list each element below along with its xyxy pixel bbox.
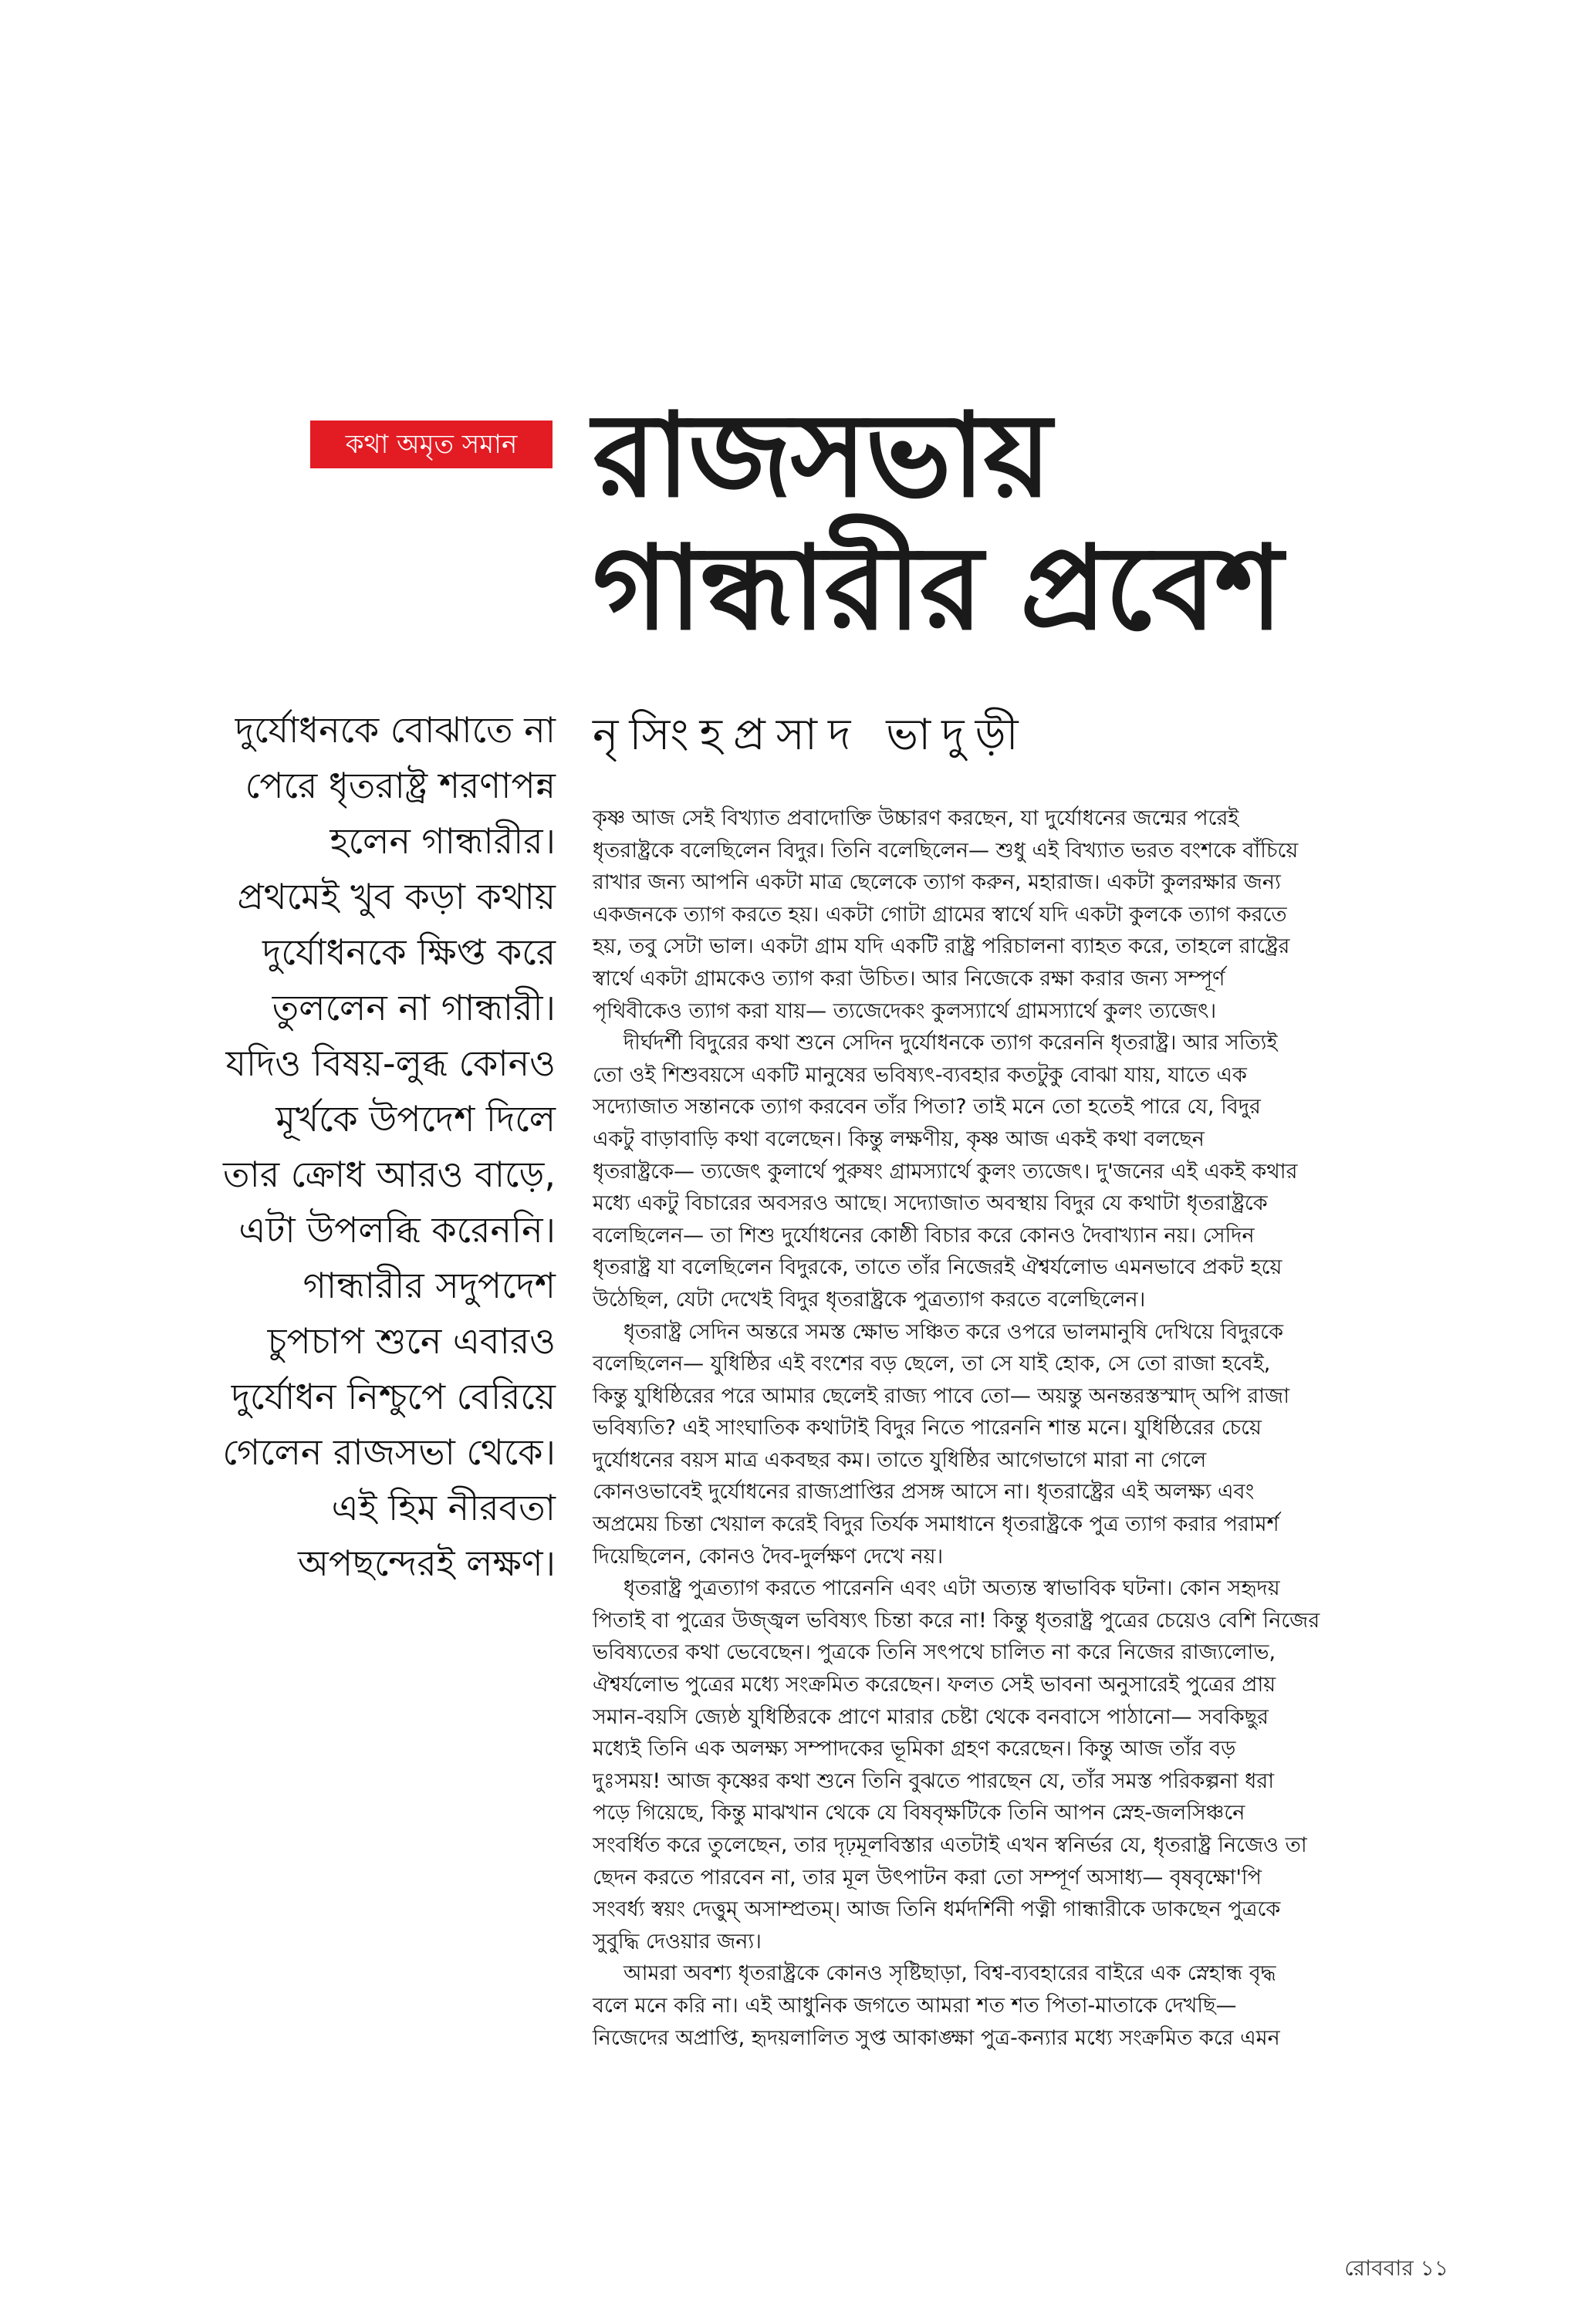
body-line: ধৃতরাষ্ট্র পুত্রত্যাগ করতে পারেননি এবং এটা অত্যন্ত স্বাভাবিক ঘটনা। কোন সহৃদয় <box>623 1576 1280 1601</box>
page-footer: রোববার ১১ <box>1344 2255 1448 2281</box>
body-line: সংবর্ধিত করে তুলেছেন, তার দৃঢ়মূলবিস্তার এতটাই এখন স্বনির্ভর যে, ধৃতরাষ্ট্র নিজেও তা <box>593 1833 1307 1857</box>
body-line: হয়, তবু সেটা ভাল। একটা গ্রাম যদি একটি রাষ্ট্র পরিচালনা ব্যাহত করে, তাহলে রাষ্ট্রের <box>593 934 1290 959</box>
body-line: সমান-বয়সি জ্যেষ্ঠ যুধিষ্ঠিরকে প্রাণে মারার চেষ্টা থেকে বনবাসে পাঠানো— সবকিছুর <box>593 1704 1269 1729</box>
body-line: ভবিষ্যতি? এই সাংঘাতিক কথাটাই বিদুর নিতে পারেননি শান্ত মনে। যুধিষ্ঠিরের চেয়ে <box>593 1416 1262 1441</box>
pull-quote-line: এই হিম নীরবতা <box>331 1487 556 1529</box>
pull-quote-line: যদিও বিষয়-লুব্ধ কোনও <box>225 1042 556 1084</box>
pull-quote-line: তুললেন না গান্ধারী। <box>272 987 556 1029</box>
body-line: দুর্যোধনের বয়স মাত্র একবছর কম। তাতে যুধিষ্ঠির আগেভাগে মারা না গেলে <box>593 1447 1207 1472</box>
body-line: দিয়েছিলেন, কোনও দৈব-দুর্লক্ষণ দেখে নয়। <box>593 1544 944 1569</box>
body-line: ছেদন করতে পারবেন না, তার মূল উৎপাটন করা তো সম্পূর্ণ অসাধ্য— বৃষবৃক্ষো'পি <box>593 1865 1262 1890</box>
body-line: বলেছিলেন— তা শিশু দুর্যোধনের কোষ্ঠী বিচার করে কোনও দৈবাখ্যান নয়। সেদিন <box>593 1223 1255 1248</box>
body-line: উঠেছিল, যেটা দেখেই বিদুর ধৃতরাষ্ট্রকে পুত্রত্যাগ করতে বলেছিলেন। <box>593 1287 1146 1312</box>
body-line: সুবুদ্ধি দেওয়ার জন্য। <box>593 1929 762 1954</box>
body-line: রাখার জন্য আপনি একটা মাত্র ছেলেকে ত্যাগ করুন, মহারাজ। একটা কুলরক্ষার জন্য <box>593 870 1281 895</box>
body-line: পড়ে গিয়েছে, কিন্তু মাঝখান থেকে যে বিষবৃক্ষটিকে তিনি আপন স্নেহ-জলসিঞ্চনে <box>593 1801 1245 1826</box>
pull-quote-line: গেলেন রাজসভা থেকে। <box>222 1431 556 1473</box>
body-line: মধ্যে একটু বিচারের অবসরও আছে। সদ্যোজাত অবস্থায় বিদুর যে কথাটা ধৃতরাষ্ট্রকে <box>593 1191 1268 1216</box>
body-line: ভবিষ্যতের কথা ভেবেছেন। পুত্রকে তিনি সৎপথে চালিত না করে নিজের রাজ্যলোভ, <box>593 1640 1276 1665</box>
pull-quote-line: দুর্যোধনকে ক্ষিপ্ত করে <box>262 931 556 973</box>
body-line: বলেছিলেন— যুধিষ্ঠির এই বংশের বড় ছেলে, তা সে যাই হোক, সে তো রাজা হবেই, <box>593 1352 1271 1376</box>
body-line: একটু বাড়াবাড়ি কথা বলেছেন। কিন্তু লক্ষণীয়, কৃষ্ণ আজ একই কথা বলছেন <box>593 1127 1205 1151</box>
pull-quote-line: প্রথমেই খুব কড়া কথায় <box>237 876 556 917</box>
section-tag: কথা অমৃত সমান <box>310 421 553 468</box>
body-line: একজনকে ত্যাগ করতে হয়। একটা গোটা গ্রামের স্বার্থে যদি একটা কুলকে ত্যাগ করতে <box>593 902 1287 927</box>
body-line: ঐশ্বর্যলোভ পুত্রের মধ্যে সংক্রমিত করেছেন। ফলত সেই ভাবনা অনুসারেই পুত্রের প্রায় <box>593 1673 1276 1697</box>
body-line: ধৃতরাষ্ট্রকে বলেছিলেন বিদুর। তিনি বলেছিলেন— শুধু এই বিখ্যাত ভরত বংশকে বাঁচিয়ে <box>593 838 1299 863</box>
article-title <box>593 390 1480 655</box>
body-line: পৃথিবীকেও ত্যাগ করা যায়— ত্যজেদেকং কুলস্যার্থে গ্রামস্যার্থে কুলং ত্যজেৎ। <box>593 998 1217 1023</box>
body-line: দুঃসময়! আজ কৃষ্ণের কথা শুনে তিনি বুঝতে পারছেন যে, তাঁর সমস্ত পরিকল্পনা ধরা <box>593 1768 1275 1793</box>
body-line: বলে মনে করি না। এই আধুনিক জগতে আমরা শত শত পিতা-মাতাকে দেখছি— <box>593 1993 1237 2018</box>
body-line: আমরা অবশ্য ধৃতরাষ্ট্রকে কোনও সৃষ্টিছাড়া, বিশ্ব-ব্যবহারের বাইরে এক স্নেহান্ধ বৃদ্ধ <box>623 1961 1276 1986</box>
pull-quote-line: গান্ধারীর সদুপদেশ <box>302 1265 556 1306</box>
pull-quote-line: পেরে ধৃতরাষ্ট্র শরণাপন্ন <box>245 765 556 806</box>
body-line: সদ্যোজাত সন্তানকে ত্যাগ করবেন তাঁর পিতা? তাই মনে তো হতেই পারে যে, বিদুর <box>593 1095 1261 1120</box>
body-line: ধৃতরাষ্ট্রকে— ত্যজেৎ কুলার্থে পুরুষং গ্রামস্যার্থে কুলং ত্যজেৎ। দু'জনের এই একই কথার <box>593 1159 1298 1184</box>
pull-quote-line: দুর্যোধন নিশ্চুপে বেরিয়ে <box>231 1376 556 1417</box>
body-line: মধ্যেই তিনি এক অলক্ষ্য সম্পাদকের ভূমিকা গ্রহণ করেছেন। কিন্তু আজ তাঁর বড় <box>593 1737 1236 1762</box>
title-line: রাজসভায় <box>593 389 1050 523</box>
pull-quote-line: তার ক্রোধ আরও বাড়ে, <box>223 1154 556 1195</box>
body-line: সংবর্ধ্য স্বয়ং দেত্তুম্‌ অসাম্প্রতম্‌। আজ তিনি ধর্মদর্শিনী পত্নী গান্ধারীকে ডাকছেন পুত্রকে <box>593 1897 1281 1922</box>
body-line: পিতাই বা পুত্রের উজ্জ্বল ভবিষ্যৎ চিন্তা করে না! কিন্তু ধৃতরাষ্ট্র পুত্রের চেয়েও বেশি নিজের <box>593 1608 1320 1633</box>
body-line: ধৃতরাষ্ট্র সেদিন অন্তরে সমস্ত ক্ষোভ সঞ্চিত করে ওপরে ভালমানুষি দেখিয়ে বিদুরকে <box>623 1319 1284 1344</box>
body-line: ধৃতরাষ্ট্র যা বলেছিলেন বিদুরকে, তাতে তাঁর নিজেরই ঐশ্বর্যলোভ এমনভাবে প্রকট হয়ে <box>593 1255 1282 1280</box>
pull-quote <box>147 702 556 1591</box>
body-line: দীর্ঘদর্শী বিদুরের কথা শুনে সেদিন দুর্যোধনকে ত্যাগ করেননি ধৃতরাষ্ট্র। আর সত্যিই <box>623 1031 1278 1056</box>
body-line: স্বার্থে একটা গ্রামকেও ত্যাগ করা উচিত। আর নিজেকে রক্ষা করার জন্য সম্পূর্ণ <box>593 966 1225 991</box>
body-line: নিজেদের অপ্রাপ্তি, হৃদয়লালিত সুপ্ত আকাঙ্ক্ষা পুত্র-কন্যার মধ্যে সংক্রমিত করে এমন <box>593 2025 1280 2050</box>
title-line: গান্ধারীর প্রবেশ <box>593 522 1282 656</box>
body-line: তো ওই শিশুবয়সে একটি মানুষের ভবিষ্যৎ-ব্যবহার কতটুকু বোঝা যায়, যাতে এক <box>593 1062 1247 1087</box>
body-line: কিন্তু যুধিষ্ঠিরের পরে আমার ছেলেই রাজ্য পাবে তো— অয়ন্তু অনন্তরস্তস্মাদ্‌ অপি রাজা <box>593 1383 1290 1408</box>
body-line: অপ্রমেয় চিন্তা খেয়াল করেই বিদুর তির্যক সমাধানে ধৃতরাষ্ট্রকে পুত্র ত্যাগ করার পরামর্শ <box>593 1512 1279 1537</box>
pull-quote-line: দুর্যোধনকে বোঝাতে না <box>235 709 556 751</box>
body-line: কৃষ্ণ আজ সেই বিখ্যাত প্রবাদোক্তি উচ্চারণ করছেন, যা দুর্যোধনের জন্মের পরেই <box>593 806 1239 830</box>
author-name: নৃসিংহপ্রসাদ ভাদুড়ী <box>593 710 1029 760</box>
pull-quote-line: অপছন্দেরই লক্ষণ। <box>298 1542 556 1584</box>
pull-quote-line: চুপচাপ শুনে এবারও <box>267 1320 556 1362</box>
pull-quote-line: মূর্খকে উপদেশ দিলে <box>275 1098 556 1140</box>
body-line: কোনওভাবেই দুর্যোধনের রাজ্যপ্রাপ্তির প্রসঙ্গ আসে না। ধৃতরাষ্ট্রের এই অলক্ষ্য এবং <box>593 1480 1255 1505</box>
pull-quote-line: হলেন গান্ধারীর। <box>329 820 556 862</box>
article-body <box>593 802 1449 2054</box>
pull-quote-line: এটা উপলব্ধি করেননি। <box>238 1209 556 1251</box>
